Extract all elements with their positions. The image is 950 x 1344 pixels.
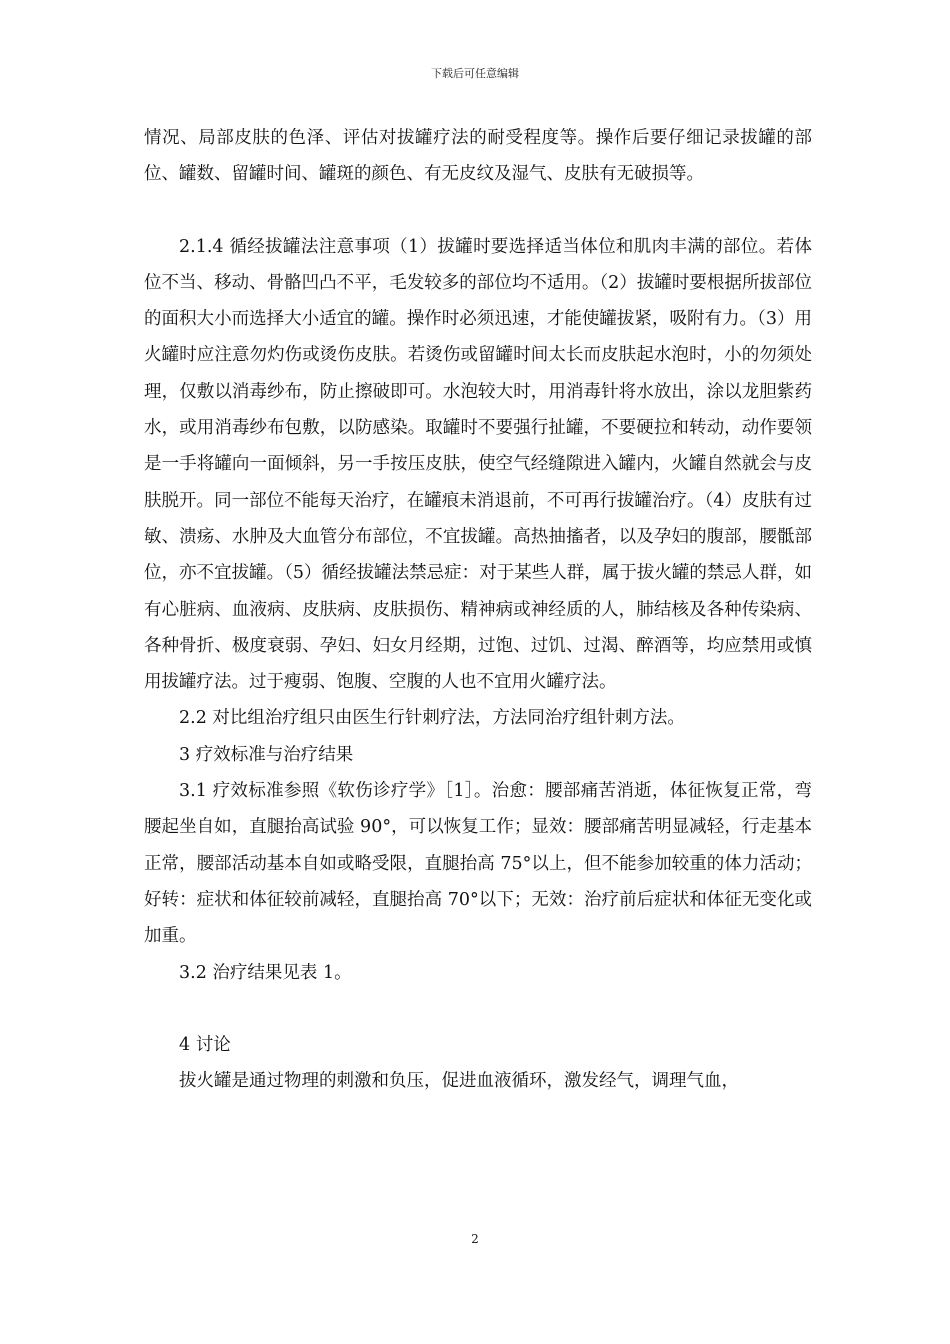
paragraph-discussion: 拔火罐是通过物理的刺激和负压，促进血液循环，激发经气，调理气血， [179,1071,739,1092]
paragraph-gap [144,193,812,229]
paragraph-gap [144,991,812,1027]
section-heading-discussion: 4 讨论 [179,1034,231,1055]
page-header: 下载后可任意编辑 [431,67,519,80]
paragraph-intro: 情况、局部皮肤的色泽、评估对拔罐疗法的耐受程度等。操作后要仔细记录拔罐的部位、罐数、留罐时间、罐斑的颜色、有无皮纹及湿气、皮肤有无破损等。 [144,128,812,185]
section-heading-efficacy: 3 疗效标准与治疗结果 [179,744,354,765]
paragraph-results-table-ref: 3.2 治疗结果见表 1。 [179,962,352,983]
page-number: 2 [471,1232,479,1246]
document-body [144,120,812,1099]
paragraph-control-group: 2.2 对比组治疗组只由医生行针刺疗法，方法同治疗组针刺方法。 [179,708,685,729]
paragraph-cupping-precautions: 2.1.4 循经拔罐法注意事项（1）拔罐时要选择适当体位和肌肉丰满的部位。若体位不当、移动、骨骼凹凸不平，毛发较多的部位均不适用。（2）拔罐时要根据所拔部位的面积大小而选择大小适宜的罐。操作时必须迅速，才能使罐拔紧，吸附有力。（3）用火罐时应注意勿灼伤或烫伤皮肤。若烫伤或留罐时间太长而皮肤起水泡时，小的勿须处理，仅敷以消毒纱布，防止擦破即可。水泡较大时，用消毒针将水放出，涂以龙胆紫药水，或用消毒纱布包敷，以防感染。取罐时不要强行扯罐，不要硬拉和转动，动作要领是一手将罐向一面倾斜，另一手按压皮肤，使空气经缝隙进入罐内，火罐自然就会与皮肤脱开。同一部位不能每天治疗，在罐痕未消退前，不可再行拔罐治疗。（4）皮肤有过敏、溃疡、水肿及大血管分布部位，不宜拔罐。高热抽搐者，以及孕妇的腹部，腰骶部位，亦不宜拔罐。（5）循经拔罐法禁忌症：对于某些人群，属于拔火罐的禁忌人群，如有心脏病、血液病、皮肤病、皮肤损伤、精神病或神经质的人，肺结核及各种传染病、各种骨折、极度衰弱、孕妇、妇女月经期，过饱、过饥、过渴、醉酒等，均应禁用或慎用拔罐疗法。过于瘦弱、饱腹、空腹的人也不宜用火罐疗法。 [144,236,812,693]
paragraph-efficacy-criteria: 3.1 疗效标准参照《软伤诊疗学》［1］。治愈：腰部痛苦消逝，体征恢复正常，弯腰起坐自如，直腿抬高试验 90°，可以恢复工作；显效：腰部痛苦明显减轻，行走基本正常，腰部活动基本自如或略受限，直腿抬高 75°以上，但不能参加较重的体力活动；好转：症状和体征较前减轻，直腿抬高 70°以下；无效：治疗前后症状和体征无变化或加重。 [144,781,812,947]
